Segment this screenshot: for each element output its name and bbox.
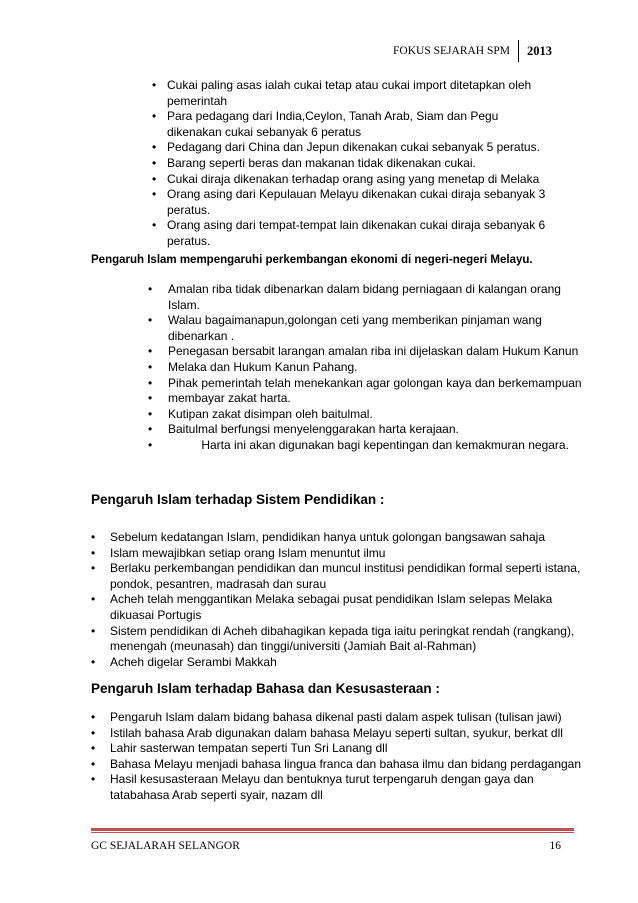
bullet-icon: • bbox=[152, 78, 157, 92]
list-item-text: Walau bagaimanapun,golongan ceti yang memberikan pinjaman wang dibenarkan . bbox=[168, 313, 542, 343]
list-item bbox=[91, 757, 581, 773]
bullet-icon: • bbox=[91, 756, 96, 771]
bullet-icon: • bbox=[148, 391, 153, 406]
list-item-text: Acheh digelar Serambi Makkah bbox=[110, 654, 277, 669]
list-item bbox=[91, 710, 581, 726]
list-item-text: Bahasa Melayu menjadi bahasa lingua franca dan bahasa ilmu dan bidang perdagangan bbox=[110, 756, 582, 771]
list-item bbox=[91, 561, 581, 592]
list-item bbox=[148, 422, 583, 438]
bullet-icon: • bbox=[91, 545, 96, 560]
list-item-text: Baitulmal berfungsi menyelenggarakan harta kerajaan. bbox=[168, 422, 459, 437]
list-item-text: Kutipan zakat disimpan oleh baitulmal. bbox=[168, 406, 373, 421]
bullet-icon: • bbox=[148, 406, 153, 421]
section-heading-bahasa: Pengaruh Islam terhadap Bahasa dan Kesusasteraan : bbox=[91, 681, 440, 696]
list-item bbox=[148, 438, 583, 454]
bullet-icon: • bbox=[91, 710, 96, 724]
list-item-text: Berlaku perkembangan pendidikan dan muncul institusi pendidikan formal seperti istana, pondok, pesantren, madrasah dan surau bbox=[110, 561, 581, 591]
bullet-icon: • bbox=[91, 725, 96, 740]
list-item bbox=[148, 313, 583, 344]
list-item-text: Lahir sasterwan tempatan seperti Tun Sri Lanang dll bbox=[110, 741, 388, 756]
bullet-icon: • bbox=[152, 155, 157, 170]
bullet-icon: • bbox=[148, 359, 153, 374]
list-item bbox=[91, 546, 581, 562]
bullet-icon: • bbox=[91, 592, 96, 607]
section-heading-pendidikan: Pengaruh Islam terhadap Sistem Pendidikan : bbox=[91, 492, 385, 507]
bahasa-list bbox=[91, 710, 581, 804]
list-item bbox=[91, 741, 581, 757]
list-item bbox=[148, 282, 583, 313]
bullet-icon: • bbox=[152, 187, 157, 202]
list-item-text: Penegasan bersabit larangan amalan riba ini dijelaskan dalam Hukum Kanun bbox=[168, 344, 579, 359]
list-item bbox=[91, 530, 581, 546]
footer-label: GC SEJALARAH SELANGOR bbox=[91, 840, 240, 852]
list-item bbox=[148, 344, 583, 360]
pendidikan-list bbox=[91, 530, 581, 670]
bullet-icon: • bbox=[152, 218, 157, 233]
list-item-text: Cukai paling asas ialah cukai tetap atau cukai import ditetapkan oleh pemerintah bbox=[167, 78, 532, 108]
list-item-text: Sebelum kedatangan Islam, pendidikan hanya untuk golongan bangsawan sahaja bbox=[110, 530, 545, 544]
list-item bbox=[91, 726, 581, 742]
bullet-icon: • bbox=[91, 772, 96, 787]
footer-rule-thin bbox=[91, 832, 574, 833]
bullet-icon: • bbox=[148, 422, 153, 437]
bullet-icon: • bbox=[152, 171, 157, 186]
list-item-text: Sistem pendidikan di Acheh dibahagikan kepada tiga iaitu peringkat rendah (rangkang), menengah (meunasah) dan tinggi/universiti (Jamiah Bait al-Rahman) bbox=[110, 623, 575, 654]
list-item-text: Islam mewajibkan setiap orang Islam menuntut ilmu bbox=[110, 545, 386, 560]
list-item-text: Hasil kesusasteraan Melayu dan bentuknya turut terpengaruh dengan gaya dan tatabahasa Arab seperti syair, nazam dll bbox=[110, 772, 534, 802]
list-item bbox=[152, 156, 552, 172]
list-item-text: Melaka dan Hukum Kanun Pahang. bbox=[168, 359, 358, 374]
list-item-text: Acheh telah menggantikan Melaka sebagai pusat pendidikan Islam selepas Melaka dikuasai Portugis bbox=[110, 592, 553, 622]
list-item-text: Orang asing dari Kepulauan Melayu dikenakan cukai diraja sebanyak 3 peratus. bbox=[167, 187, 546, 217]
list-item-text: Harta ini akan digunakan bagi kepentingan dan kemakmuran negara. bbox=[168, 437, 569, 452]
list-item bbox=[148, 391, 583, 407]
list-item-text: Istilah bahasa Arab digunakan dalam bahasa Melayu seperti sultan, syukur, berkat dll bbox=[110, 725, 563, 740]
bullet-icon: • bbox=[148, 313, 153, 328]
page-header bbox=[393, 40, 552, 62]
list-item-text: Amalan riba tidak dibenarkan dalam bidang perniagaan di kalangan orang Islam. bbox=[168, 282, 561, 312]
header-title: FOKUS SEJARAH SPM bbox=[393, 45, 510, 57]
bullet-icon: • bbox=[148, 375, 153, 390]
list-item bbox=[152, 218, 552, 249]
list-item-text: Pihak pemerintah telah menekankan agar golongan kaya dan berkemampuan bbox=[168, 375, 582, 390]
list-item bbox=[148, 376, 583, 392]
list-item bbox=[152, 78, 552, 109]
list-item-text: Orang asing dari tempat-tempat lain dikenakan cukai diraja sebanyak 6 peratus. bbox=[167, 218, 546, 248]
bullet-icon: • bbox=[148, 437, 153, 452]
ekonomi-list bbox=[148, 282, 583, 454]
list-item bbox=[152, 140, 552, 156]
bullet-icon: • bbox=[152, 109, 157, 124]
footer-rule-thick bbox=[91, 828, 574, 831]
header-year: 2013 bbox=[527, 43, 552, 58]
cukai-list bbox=[152, 78, 552, 250]
list-item bbox=[91, 624, 581, 655]
bullet-icon: • bbox=[152, 140, 157, 155]
bullet-icon: • bbox=[148, 344, 153, 359]
list-item-text: Cukai diraja dikenakan terhadap orang asing yang menetap di Melaka bbox=[167, 171, 540, 186]
list-item-text: membayar zakat harta. bbox=[168, 391, 291, 406]
bullet-icon: • bbox=[148, 282, 153, 296]
page-number: 16 bbox=[549, 840, 561, 852]
bullet-icon: • bbox=[91, 561, 96, 576]
list-item bbox=[148, 360, 583, 376]
list-item bbox=[91, 592, 581, 623]
list-item-text: Para pedagang dari India,Ceylon, Tanah Arab, Siam dan Pegu dikenakan cukai sebanyak 6 peratus bbox=[167, 109, 499, 139]
list-item bbox=[91, 772, 581, 803]
list-item bbox=[152, 172, 552, 188]
list-item-text: Pedagang dari China dan Jepun dikenakan cukai sebanyak 5 peratus. bbox=[167, 140, 540, 155]
list-item bbox=[152, 109, 552, 140]
bullet-icon: • bbox=[91, 530, 96, 544]
list-item bbox=[91, 655, 581, 671]
list-item bbox=[148, 407, 583, 423]
bullet-icon: • bbox=[91, 623, 96, 638]
list-item bbox=[152, 187, 552, 218]
list-item-text: Pengaruh Islam dalam bidang bahasa dikenal pasti dalam aspek tulisan (tulisan jawi) bbox=[110, 710, 562, 724]
list-item-text: Barang seperti beras dan makanan tidak dikenakan cukai. bbox=[167, 155, 476, 170]
bullet-icon: • bbox=[91, 654, 96, 669]
section-heading-ekonomi: Pengaruh Islam mempengaruhi perkembangan ekonomi di negeri-negeri Melayu. bbox=[91, 254, 533, 266]
bullet-icon: • bbox=[91, 741, 96, 756]
